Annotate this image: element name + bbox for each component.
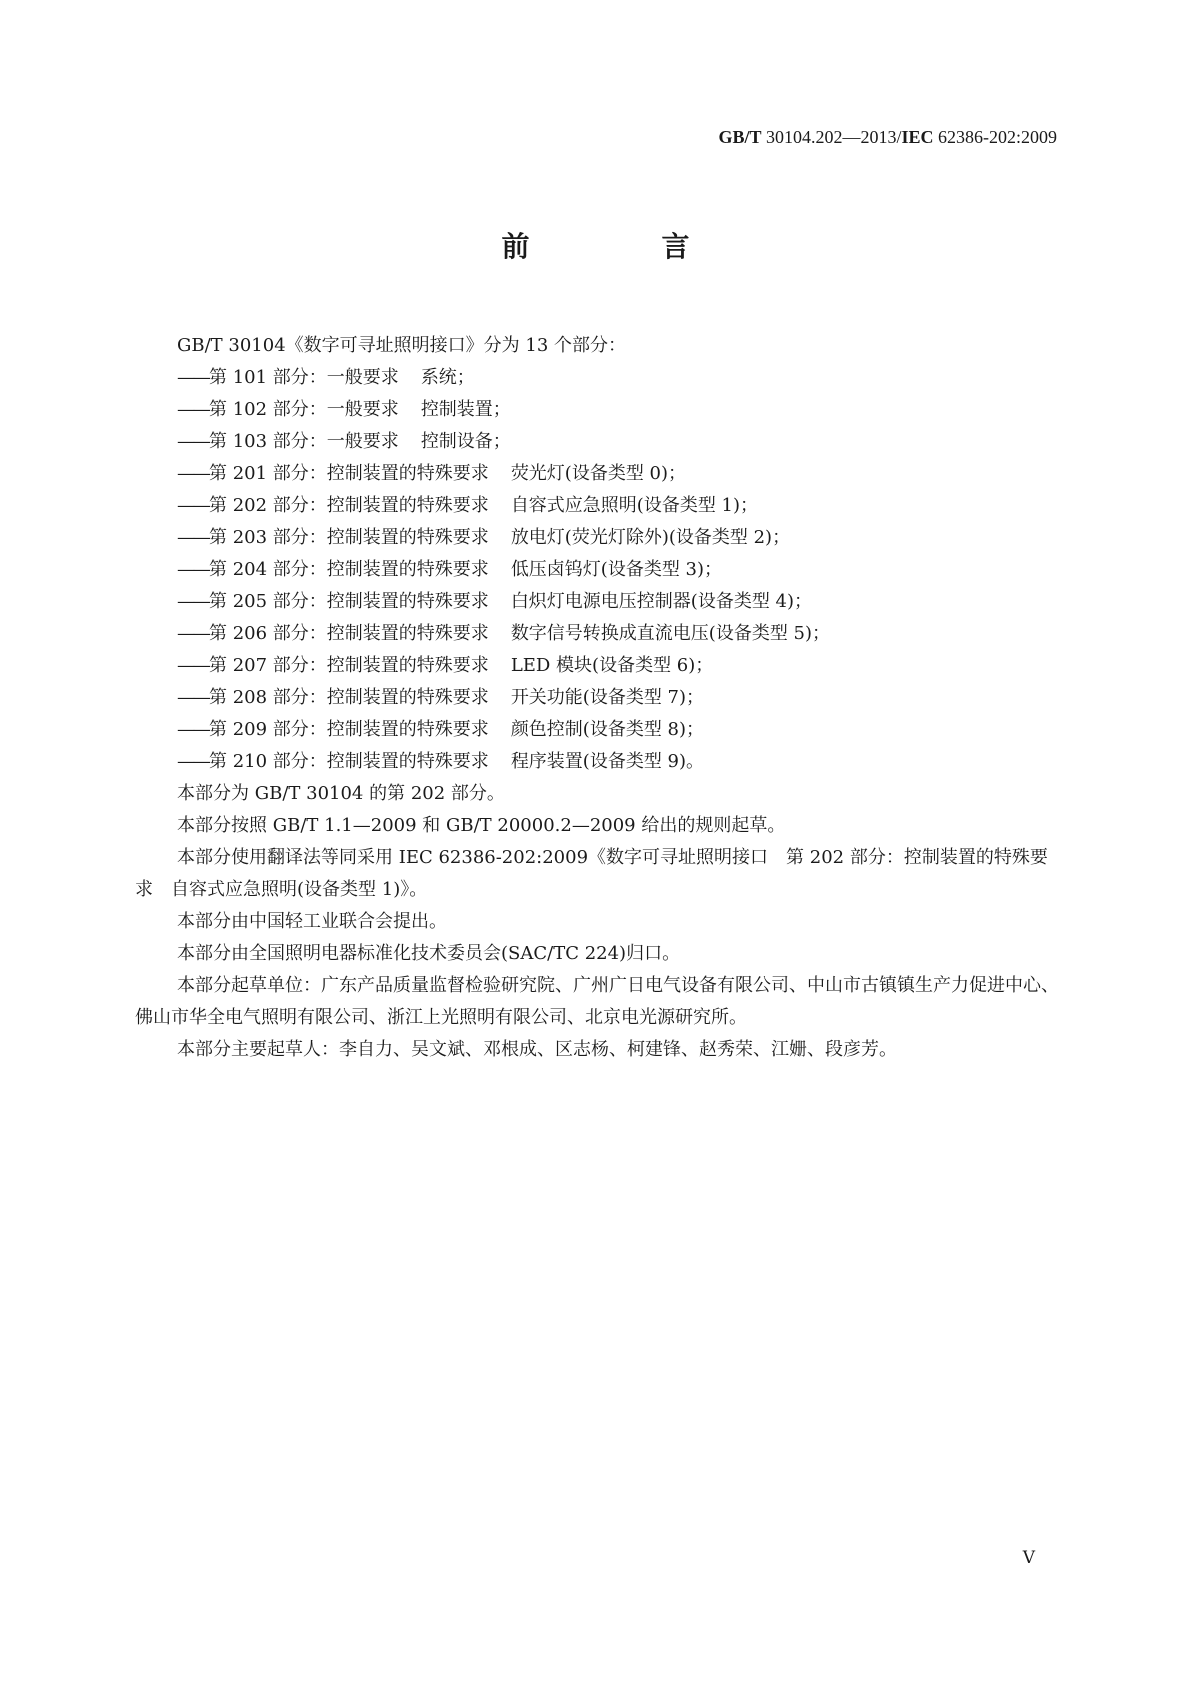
part-detail: 开关功能(设备类型 7)； — [510, 687, 705, 708]
adoption-paragraph: 本部分使用翻译法等同采用 IEC 62386-202:2009《数字可寻址照明接口 第 202 部分：控制装置的特殊要求 自容式应急照明(设备类型 1)》。 — [135, 847, 1048, 900]
list-item — [135, 650, 1060, 682]
list-dash: —— — [177, 431, 209, 452]
list-item — [135, 554, 1060, 586]
list-dash: —— — [177, 623, 209, 644]
standard-number-header — [718, 127, 1057, 148]
standard-iec-number: 62386-202:2009 — [938, 127, 1057, 147]
section-title: 前 言 — [501, 230, 742, 263]
part-detail: 程序装置(设备类型 9)。 — [510, 751, 705, 772]
foreword-body — [135, 330, 1060, 1066]
part-detail: 低压卤钨灯(设备类型 3)； — [510, 559, 723, 580]
standard-gb-number: 30104.202—2013/ — [765, 127, 902, 147]
part-detail: 数字信号转换成直流电压(设备类型 5)； — [510, 623, 831, 644]
list-dash: —— — [177, 367, 209, 388]
this-part-paragraph: 本部分为 GB/T 30104 的第 202 部分。 — [177, 783, 505, 804]
proposed-by-paragraph: 本部分由中国轻工业联合会提出。 — [177, 911, 447, 932]
part-name: 第 103 部分：一般要求 — [209, 431, 399, 452]
centralized-by-paragraph: 本部分由全国照明电器标准化技术委员会(SAC/TC 224)归口。 — [177, 943, 681, 964]
list-item — [135, 586, 1060, 618]
list-item — [135, 714, 1060, 746]
standard-iec-prefix: IEC — [901, 127, 934, 147]
part-name: 第 205 部分：控制装置的特殊要求 — [209, 591, 489, 612]
part-name: 第 207 部分：控制装置的特殊要求 — [209, 655, 489, 676]
page-number: V — [1022, 1548, 1035, 1568]
part-detail: 荧光灯(设备类型 0)； — [510, 463, 687, 484]
part-detail: 颜色控制(设备类型 8)； — [510, 719, 705, 740]
list-item — [135, 522, 1060, 554]
drafters-paragraph: 本部分主要起草人：李自力、吴文斌、邓根成、区志杨、柯建锋、赵秀荣、江姗、段彦芳。 — [177, 1039, 897, 1060]
list-dash: —— — [177, 591, 209, 612]
list-dash: —— — [177, 399, 209, 420]
part-name: 第 201 部分：控制装置的特殊要求 — [209, 463, 489, 484]
list-item — [135, 458, 1060, 490]
part-detail: 自容式应急照明(设备类型 1)； — [510, 495, 759, 516]
part-detail: 控制装置； — [420, 399, 511, 420]
list-item — [135, 490, 1060, 522]
part-name: 第 210 部分：控制装置的特殊要求 — [209, 751, 489, 772]
list-dash: —— — [177, 687, 209, 708]
part-name: 第 206 部分：控制装置的特殊要求 — [209, 623, 489, 644]
list-dash: —— — [177, 495, 209, 516]
list-item — [135, 682, 1060, 714]
part-detail: LED 模块(设备类型 6)； — [510, 655, 714, 676]
part-detail: 放电灯(荧光灯除外)(设备类型 2)； — [510, 527, 791, 548]
parts-intro: GB/T 30104《数字可寻址照明接口》分为 13 个部分： — [177, 335, 627, 356]
list-item — [135, 426, 1060, 458]
list-dash: —— — [177, 559, 209, 580]
part-name: 第 204 部分：控制装置的特殊要求 — [209, 559, 489, 580]
part-name: 第 102 部分：一般要求 — [209, 399, 399, 420]
part-name: 第 208 部分：控制装置的特殊要求 — [209, 687, 489, 708]
drafting-rules-paragraph: 本部分按照 GB/T 1.1—2009 和 GB/T 20000.2—2009 给出的规则起草。 — [177, 815, 786, 836]
list-item — [135, 746, 1060, 778]
part-name: 第 203 部分：控制装置的特殊要求 — [209, 527, 489, 548]
standard-gb-prefix: GB/T — [718, 127, 762, 147]
list-dash: —— — [177, 527, 209, 548]
part-detail: 系统； — [420, 367, 475, 388]
part-name: 第 101 部分：一般要求 — [209, 367, 399, 388]
part-detail: 控制设备； — [420, 431, 511, 452]
part-name: 第 202 部分：控制装置的特殊要求 — [209, 495, 489, 516]
list-dash: —— — [177, 719, 209, 740]
list-item — [135, 362, 1060, 394]
part-detail: 白炽灯电源电压控制器(设备类型 4)； — [510, 591, 813, 612]
list-item — [135, 618, 1060, 650]
list-dash: —— — [177, 751, 209, 772]
part-name: 第 209 部分：控制装置的特殊要求 — [209, 719, 489, 740]
list-item — [135, 394, 1060, 426]
drafting-units-paragraph: 本部分起草单位：广东产品质量监督检验研究院、广州广日电气设备有限公司、中山市古镇镇生产力促进中心、佛山市华全电气照明有限公司、浙江上光照明有限公司、北京电光源研究所。 — [135, 975, 1059, 1028]
parts-list — [135, 362, 1060, 778]
list-dash: —— — [177, 463, 209, 484]
list-dash: —— — [177, 655, 209, 676]
